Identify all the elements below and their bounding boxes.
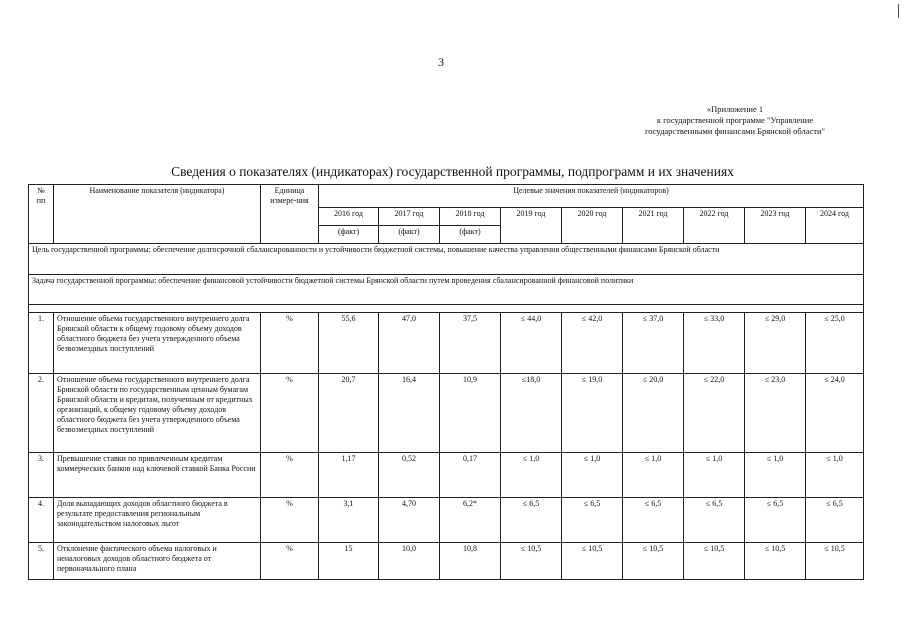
header-year-2022: 2022 год xyxy=(684,208,745,244)
header-year-2016: 2016 год xyxy=(319,208,379,226)
indicator-unit: % xyxy=(261,543,319,580)
indicator-name: Превышение ставки по привлеченным кредитам коммерческих банков над ключевой ставкой Банка России xyxy=(54,453,261,498)
value-2019: ≤ 44,0 xyxy=(501,313,562,374)
indicator-name: Доля выпадающих доходов областного бюджета в результате предоставления региональным законодательством налоговых льгот xyxy=(54,498,261,543)
value-2022: ≤ 1,0 xyxy=(684,453,745,498)
value-2020: ≤ 42,0 xyxy=(562,313,623,374)
value-2021: ≤ 1,0 xyxy=(623,453,684,498)
table-spacer xyxy=(29,305,864,313)
value-2023: ≤ 1,0 xyxy=(745,453,806,498)
value-2016: 15 xyxy=(319,543,379,580)
value-2024: ≤ 24,0 xyxy=(806,374,864,453)
value-2022: ≤ 10,5 xyxy=(684,543,745,580)
value-2016: 1,17 xyxy=(319,453,379,498)
value-2016: 55,6 xyxy=(319,313,379,374)
value-2017: 47,0 xyxy=(379,313,440,374)
value-2023: ≤ 29,0 xyxy=(745,313,806,374)
header-number: № пп xyxy=(29,185,54,244)
value-2017: 0,52 xyxy=(379,453,440,498)
value-2016: 20,7 xyxy=(319,374,379,453)
program-task: Задача государственной программы: обеспечение финансовой устойчивости бюджетной системы Брянской области путем проведения сбалансированной финансовой политики xyxy=(29,275,864,305)
row-number: 2. xyxy=(29,374,54,453)
value-2020: ≤ 1,0 xyxy=(562,453,623,498)
program-goal: Цель государственной программы: обеспечение долгосрочной сбалансированности и устойчивости бюджетной системы, повышение качества управления общественными финансами Брянской области xyxy=(29,244,864,275)
value-2023: ≤ 10,5 xyxy=(745,543,806,580)
header-indicator-name: Наименование показателя (индикатора) xyxy=(54,185,261,244)
value-2024: ≤ 6,5 xyxy=(806,498,864,543)
header-year-2019: 2019 год xyxy=(501,208,562,244)
indicator-name: Отношение объема государственного внутреннего долга Брянской области по государственным ценным бумагам Брянской области и кредитам, полученным от кредитных организаций, к общему годовому объему доходов областного бюджета без учета утвержденного объема безвозмездных поступлений xyxy=(54,374,261,453)
value-2017: 16,4 xyxy=(379,374,440,453)
value-2018: 10,8 xyxy=(440,543,501,580)
table-row xyxy=(29,498,864,543)
indicator-unit: % xyxy=(261,498,319,543)
appendix-line-3: государственными финансами Брянской области" xyxy=(644,126,826,136)
value-2018: 37,5 xyxy=(440,313,501,374)
value-2020: ≤ 19,0 xyxy=(562,374,623,453)
indicators-table xyxy=(28,184,864,580)
value-2022: ≤ 22,0 xyxy=(684,374,745,453)
document-title: Сведения о показателях (индикаторах) государственной программы, подпрограмм и их значениях xyxy=(171,164,734,179)
row-number: 1. xyxy=(29,313,54,374)
header-fact-2016: (факт) xyxy=(319,226,379,244)
table-row xyxy=(29,313,864,374)
row-number: 5. xyxy=(29,543,54,580)
indicator-unit: % xyxy=(261,313,319,374)
appendix-note xyxy=(600,104,870,137)
page-number: 3 xyxy=(438,55,444,69)
value-2016: 3,1 xyxy=(319,498,379,543)
table-row xyxy=(29,374,864,453)
value-2019: ≤ 1,0 xyxy=(501,453,562,498)
header-year-2021: 2021 год xyxy=(623,208,684,244)
value-2024: ≤ 10,5 xyxy=(806,543,864,580)
row-number: 4. xyxy=(29,498,54,543)
header-year-2024: 2024 год xyxy=(806,208,864,244)
header-year-2017: 2017 год xyxy=(379,208,440,226)
value-2019: ≤18,0 xyxy=(501,374,562,453)
indicator-unit: % xyxy=(261,453,319,498)
value-2021: ≤ 10,5 xyxy=(623,543,684,580)
value-2024: ≤ 25,0 xyxy=(806,313,864,374)
row-number: 3. xyxy=(29,453,54,498)
header-year-2018: 2018 год xyxy=(440,208,501,226)
value-2023: ≤ 23,0 xyxy=(745,374,806,453)
value-2018: 6,2* xyxy=(440,498,501,543)
value-2019: ≤ 10,5 xyxy=(501,543,562,580)
value-2017: 4,70 xyxy=(379,498,440,543)
appendix-line-1: «Приложение 1 xyxy=(706,104,764,114)
header-target-values: Целевые значения показателей (индикаторов) xyxy=(319,185,864,208)
scan-edge-mark xyxy=(898,4,899,18)
table-row xyxy=(29,453,864,498)
header-year-2023: 2023 год xyxy=(745,208,806,244)
indicator-name: Отношение объема государственного внутреннего долга Брянской области к общему годовому объему доходов областного бюджета без учета утвержденного объема безвозмездных поступлений xyxy=(54,313,261,374)
indicator-unit: % xyxy=(261,374,319,453)
value-2024: ≤ 1,0 xyxy=(806,453,864,498)
value-2017: 10,0 xyxy=(379,543,440,580)
value-2021: ≤ 37,0 xyxy=(623,313,684,374)
value-2023: ≤ 6,5 xyxy=(745,498,806,543)
value-2019: ≤ 6,5 xyxy=(501,498,562,543)
value-2020: ≤ 10,5 xyxy=(562,543,623,580)
header-fact-2018: (факт) xyxy=(440,226,501,244)
value-2018: 0,17 xyxy=(440,453,501,498)
table-row xyxy=(29,543,864,580)
value-2022: ≤ 33,0 xyxy=(684,313,745,374)
header-unit: Единица измере-ния xyxy=(261,185,319,244)
appendix-line-2: к государственной программе "Управление xyxy=(656,115,814,125)
value-2022: ≤ 6,5 xyxy=(684,498,745,543)
indicator-name: Отклонение фактического объема налоговых и неналоговых доходов областного бюджета от первоначального плана xyxy=(54,543,261,580)
value-2018: 10,9 xyxy=(440,374,501,453)
header-year-2020: 2020 год xyxy=(562,208,623,244)
value-2021: ≤ 6,5 xyxy=(623,498,684,543)
header-fact-2017: (факт) xyxy=(379,226,440,244)
value-2020: ≤ 6,5 xyxy=(562,498,623,543)
value-2021: ≤ 20,0 xyxy=(623,374,684,453)
